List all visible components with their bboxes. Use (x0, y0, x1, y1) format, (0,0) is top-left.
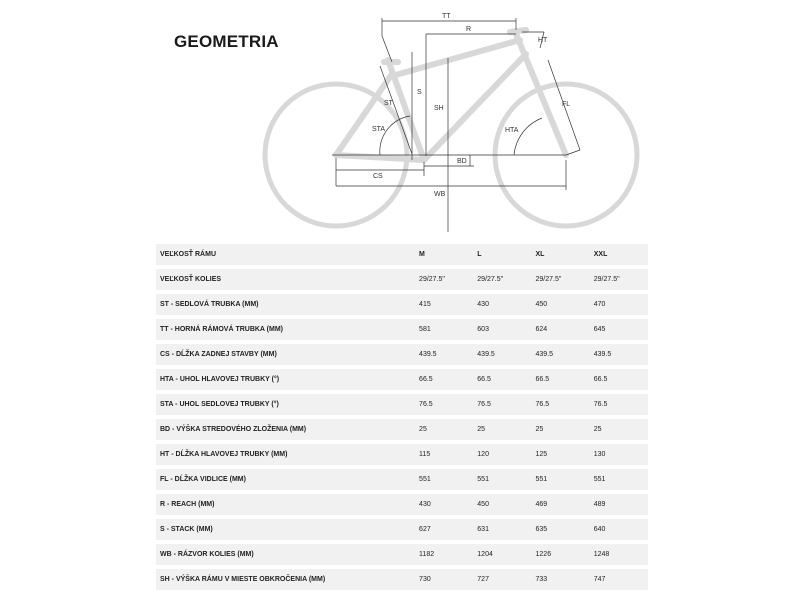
row-label: TT - HORNÁ RÁMOVÁ TRUBKA (MM) (156, 315, 415, 340)
row-value: 66.5 (415, 365, 473, 390)
row-label: VEĽKOSŤ KOLIES (156, 265, 415, 290)
row-value: 1182 (415, 540, 473, 565)
size-header: L (477, 251, 482, 258)
row-value: 631 (473, 515, 531, 540)
row-value: 29/27.5" (473, 265, 531, 290)
row-value: 76.5 (415, 390, 473, 415)
bike-geometry-diagram (0, 0, 800, 240)
row-value: 624 (532, 315, 590, 340)
diagram-label-fl: FL (562, 101, 571, 108)
row-value: 581 (415, 315, 473, 340)
row-value: 25 (415, 415, 473, 440)
diagram-label-sta: STA (372, 126, 386, 133)
row-value: 29/27.5" (532, 265, 590, 290)
row-value: 450 (473, 490, 531, 515)
row-label: R - REACH (MM) (156, 490, 415, 515)
row-value: 66.5 (590, 365, 648, 390)
diagram-label-sh: SH (434, 105, 444, 112)
table-row (156, 290, 648, 315)
row-value: 489 (590, 490, 648, 515)
row-label: CS - DĹŽKA ZADNEJ STAVBY (MM) (156, 340, 415, 365)
row-value: 469 (532, 490, 590, 515)
row-label: WB - RÁZVOR KOLIES (MM) (156, 540, 415, 565)
row-value: 25 (532, 415, 590, 440)
row-value: 1204 (473, 540, 531, 565)
diagram-label-st: ST (384, 100, 393, 107)
row-label: HTA - UHOL HLAVOVEJ TRUBKY (°) (156, 365, 415, 390)
row-label: BD - VÝŠKA STREDOVÉHO ZLOŽENIA (MM) (156, 415, 415, 440)
diagram-label-r: R (466, 26, 472, 33)
row-value: 115 (415, 440, 473, 465)
row-value: 551 (532, 465, 590, 490)
table-row (156, 515, 648, 540)
row-label: SH - VÝŠKA RÁMU V MIESTE OBKROČENIA (MM) (156, 565, 415, 590)
geometry-table (156, 244, 648, 590)
table-row (156, 440, 648, 465)
table-row (156, 490, 648, 515)
table-row (156, 390, 648, 415)
table-row (156, 315, 648, 340)
row-value: 1226 (532, 540, 590, 565)
diagram-label-cs: CS (373, 173, 383, 180)
table-row (156, 540, 648, 565)
row-value: 430 (415, 490, 473, 515)
diagram-label-s: S (417, 89, 422, 96)
row-value: 733 (532, 565, 590, 590)
diagram-label-tt: TT (442, 13, 451, 20)
diagram-label-bd: BD (457, 158, 467, 165)
diagram-label-hta: HTA (505, 127, 519, 134)
row-value: 551 (473, 465, 531, 490)
page-title: GEOMETRIA (174, 32, 279, 51)
diagram-label-wb: WB (434, 191, 446, 198)
row-value: 25 (473, 415, 531, 440)
row-value: 29/27.5" (590, 265, 648, 290)
row-label: STA - UHOL SEDLOVEJ TRUBKY (°) (156, 390, 415, 415)
row-label: S - STACK (MM) (156, 515, 415, 540)
row-value: 645 (590, 315, 648, 340)
diagram-label-ht: HT (538, 37, 548, 44)
size-header: M (419, 251, 425, 258)
header-label: VEĽKOSŤ RÁMU (160, 251, 216, 258)
row-value: 66.5 (473, 365, 531, 390)
table-row (156, 415, 648, 440)
row-value: 635 (532, 515, 590, 540)
size-header: XXL (593, 251, 608, 258)
row-value: 450 (532, 290, 590, 315)
row-value: 76.5 (532, 390, 590, 415)
table-row (156, 565, 648, 590)
size-header: XL (535, 251, 545, 258)
row-value: 551 (415, 465, 473, 490)
table-row (156, 265, 648, 290)
row-value: 1248 (590, 540, 648, 565)
table-header-row (156, 244, 648, 265)
row-value: 439.5 (473, 340, 531, 365)
row-value: 727 (473, 565, 531, 590)
row-label: HT - DĹŽKA HLAVOVEJ TRUBKY (MM) (156, 440, 415, 465)
row-value: 130 (590, 440, 648, 465)
row-value: 470 (590, 290, 648, 315)
row-value: 627 (415, 515, 473, 540)
row-value: 125 (532, 440, 590, 465)
row-label: ST - SEDLOVÁ TRUBKA (MM) (156, 290, 415, 315)
row-value: 415 (415, 290, 473, 315)
row-value: 66.5 (532, 365, 590, 390)
row-value: 551 (590, 465, 648, 490)
row-value: 76.5 (473, 390, 531, 415)
row-value: 29/27.5" (415, 265, 473, 290)
table-row (156, 365, 648, 390)
row-label: FL - DĹŽKA VIDLICE (MM) (156, 465, 415, 490)
row-value: 640 (590, 515, 648, 540)
row-value: 439.5 (415, 340, 473, 365)
row-value: 120 (473, 440, 531, 465)
row-value: 439.5 (532, 340, 590, 365)
row-value: 439.5 (590, 340, 648, 365)
table-row (156, 465, 648, 490)
row-value: 76.5 (590, 390, 648, 415)
row-value: 747 (590, 565, 648, 590)
row-value: 25 (590, 415, 648, 440)
row-value: 730 (415, 565, 473, 590)
table-row (156, 340, 648, 365)
row-value: 603 (473, 315, 531, 340)
row-value: 430 (473, 290, 531, 315)
